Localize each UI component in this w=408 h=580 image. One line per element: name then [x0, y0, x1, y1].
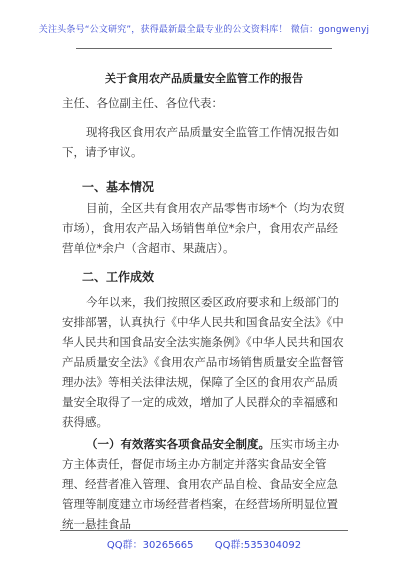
footer-contacts: [0, 536, 408, 551]
promo-banner: 关注头条号“公文研究”，获得最新最全最专业的公文资料库！ 微信：gongwenyj: [38, 25, 370, 35]
measure-lead: （一）有效落实各项食品安全制度。: [86, 437, 270, 451]
section-heading-results: 二、工作成效: [82, 270, 155, 284]
footer-qq-group-2: QQ群:535304092: [214, 540, 302, 551]
section-body-basic: 目前，全区共有食用农产品零售市场*个（均为农贸市场），食用农产品入场销售单位*余户，食用农产品经营单位*余户（含超市、果蔬店）。: [62, 201, 345, 255]
measure-paragraph: [62, 434, 347, 534]
footer-divider: [60, 530, 348, 531]
footer-qq-group-1: QQ群：30265665: [106, 540, 194, 551]
section-body-results: 今年以来，我们按照区委区政府要求和上级部门的安排部署，认真执行《中华人民共和国食品安全法》《中华人民共和国食品安全法实施条例》《中华人民共和国农产品质量安全法》《食用农产品市场销售质量安全监督管理办法》等相关法律法规，保障了全区的食用农产品质量安全取得了一定的成效，增加了人民群众的幸福感和获得感。: [62, 295, 344, 429]
header-divider: [76, 48, 332, 49]
document-title: 关于食用农产品质量安全监管工作的报告: [105, 72, 303, 85]
salutation: 主任、各位副主任、各位代表：: [62, 96, 223, 110]
measure-body: 压实市场主办方主体责任，督促市场主办方制定并落实食品安全管理、经营者准入管理、食用农产品自检、食品安全应急管理等制度建立市场经营者档案，在经营场所明显位置统一悬挂食品: [62, 437, 339, 531]
intro-paragraph: 现将我区食用农产品质量安全监管工作情况报告如下，请予审议。: [62, 125, 339, 159]
section-heading-basic: 一、基本情况: [82, 180, 155, 194]
